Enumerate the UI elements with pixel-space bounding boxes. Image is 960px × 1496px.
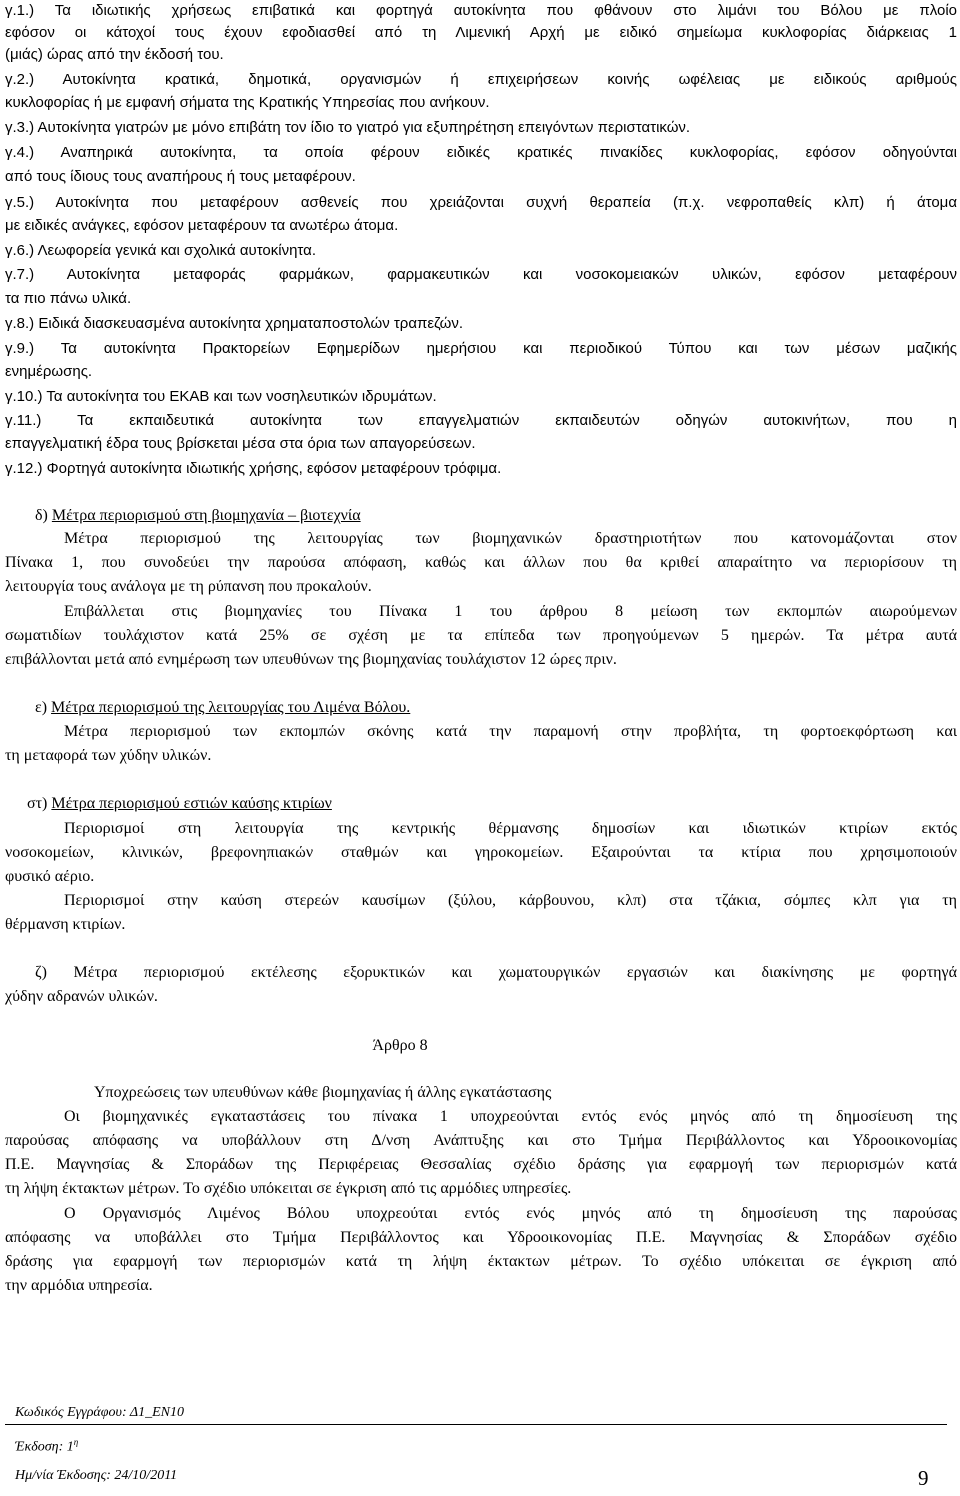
list-item-g9-line1: γ.9.) Τα αυτοκίνητα Πρακτορείων Εφημερίδων ημερήσιου και περιοδικού Τύπου και των μέσων μαζικής [5, 340, 957, 357]
paragraph-line: Μέτρα περιορισμού της λειτουργίας των βιομηχανικών δραστηριοτήτων που κατονομάζονται στον [64, 530, 957, 547]
paragraph-line: Περιορισμοί στην καύση στερεών καυσίμων (ξύλου, κάρβουνου, κλπ) στα τζάκια, σόμπες κλπ για τη [64, 892, 957, 909]
paragraph-line: απόφασης να υποβάλλει στο Τμήμα Περιβάλλοντος και Υδροοικονομίας Π.Ε. Μαγνησίας & Σποράδων σχέδιο [5, 1229, 957, 1246]
paragraph-line: τη μεταφορά των χύδην υλικών. [5, 747, 212, 764]
list-item-g4-line2: από τους ίδιους τους αναπήρους ή τους μεταφέρουν. [5, 168, 356, 185]
paragraph-line: σωματιδίων τουλάχιστον κατά 25% σε σχέση με τα επίπεδα των προηγούμενων 5 ημερών. Τα μέτρα αυτά [5, 627, 957, 644]
paragraph-line: τη λήψη έκτακτων μέτρων. Το σχέδιο υπόκειται σε έγκριση από τις αρμόδιες υπηρεσίες. [5, 1180, 572, 1197]
paragraph-line: νοσοκομείων, κλινικών, βρεφονηπιακών σταθμών και γηροκομείων. Εξαιρούνται τα κτίρια που χρησιμοποιούν [5, 844, 957, 861]
list-item-g11-line2: επαγγελματική έδρα τους βρίσκεται μέσα στα όρια των απαγορεύσεων. [5, 435, 476, 452]
paragraph-line: παρούσας απόφασης να υποβάλλουν στη Δ/νση Ανάπτυξης και στο Τμήμα Περιβάλλοντος και Υδροοικονομίας [5, 1132, 957, 1149]
section-title: Μέτρα περιορισμού στη βιομηχανία – βιοτεχνία [51, 507, 361, 524]
page-number: 9 [918, 1466, 929, 1490]
paragraph-line: Μέτρα περιορισμού των εκπομπών σκόνης κατά την παραμονή στην προβλήτα, τη φορτοεκφόρτωση και [64, 723, 957, 740]
list-item-g9-line2: ενημέρωσης. [5, 363, 93, 380]
section-prefix: δ) [35, 507, 52, 524]
footer-edition [15, 1437, 78, 1456]
list-item-g2-line2: κυκλοφορίας ή με εμφανή σήματα της Κρατικής Υπηρεσίας που ανήκουν. [5, 94, 490, 111]
list-item-g1-line1: γ.1.) Τα ιδιωτικής χρήσεως επιβατικά και φορτηγά αυτοκίνητα που φθάνουν στο λιμάνι του Βόλου με πλοίο [5, 2, 957, 19]
paragraph-line: χύδην αδρανών υλικών. [5, 988, 158, 1005]
section-heading-d [35, 505, 935, 527]
paragraph-line: Π.Ε. Μαγνησίας & Σποράδων της Περιφέρειας Θεσσαλίας σχέδιο δράσης για εφαρμογή των περιορισμών κατά [5, 1156, 957, 1173]
list-item-g7-line1: γ.7.) Αυτοκίνητα μεταφοράς φαρμάκων, φαρμακευτικών και νοσοκομειακών υλικών, εφόσον μεταφέρουν [5, 266, 957, 283]
article-title: Άρθρο 8 [372, 1037, 428, 1054]
list-item-g8: γ.8.) Ειδικά διασκευασμένα αυτοκίνητα χρηματαποστολών τραπεζών. [5, 315, 464, 332]
list-item-g5-line2: με ειδικές ανάγκες, εφόσον μεταφέρουν τα ανωτέρω άτομα. [5, 217, 399, 234]
paragraph-line: Οι βιομηχανικές εγκαταστάσεις του πίνακα 1 υποχρεούνται εντός ενός μηνός από τη δημοσίευση της [64, 1108, 957, 1125]
article-subtitle: Υποχρεώσεις των υπευθύνων κάθε βιομηχανίας ή άλλης εγκατάστασης [94, 1084, 552, 1101]
list-item-g2-line1: γ.2.) Αυτοκίνητα κρατικά, δημοτικά, οργανισμών ή επιχειρήσεων κοινής ωφέλειας με ειδικούς αριθμούς [5, 71, 957, 88]
list-item-g11-line1: γ.11.) Τα εκπαιδευτικά αυτοκίνητα των επαγγελματιών εκπαιδευτών οδηγών αυτοκινήτων, που η [5, 412, 957, 429]
paragraph-line: δράσης για εφαρμογή των περιορισμών κατά τη λήψη έκτακτων μέτρων. Το σχέδιο υπόκειται σε έγκριση από [5, 1253, 957, 1270]
list-item-g12: γ.12.) Φορτηγά αυτοκίνητα ιδιωτικής χρήσης, εφόσον μεταφέρουν τρόφιμα. [5, 460, 502, 477]
list-item-g4-line1: γ.4.) Αναπηρικά αυτοκίνητα, τα οποία φέρουν ειδικές κρατικές πινακίδες κυκλοφορίας, εφόσον οδηγούνται [5, 144, 957, 161]
footer-date: Ημ/νία Έκδοσης: 24/10/2011 [15, 1468, 178, 1483]
paragraph-line: λειτουργία τους ανάλογα με τη ρύπανση που προκαλούν. [5, 578, 372, 595]
footer-divider [5, 1424, 947, 1425]
section-prefix: ε) [35, 699, 52, 716]
paragraph-line: Πίνακα 1, που συνοδεύει την παρούσα απόφαση, καθώς και άλλων που θα κριθεί απαραίτητο να περιορίσουν τη [5, 554, 957, 571]
footer-edition-label: Έκδοση: 1 [15, 1439, 74, 1455]
paragraph-line: την αρμόδια υπηρεσία. [5, 1277, 153, 1294]
section-heading-z: ζ) Μέτρα περιορισμού εκτέλεσης εξορυκτικών και χωματουργικών εργασιών και διακίνησης με φορτηγά [35, 964, 957, 981]
section-prefix: στ) [27, 795, 52, 812]
list-item-g1-line3: (μιάς) ώρας από την έκδοσή του. [5, 46, 224, 63]
list-item-g7-line2: τα πιο πάνω υλικά. [5, 290, 132, 307]
list-item-g3: γ.3.) Αυτοκίνητα γιατρών με μόνο επιβάτη τον ίδιο το γιατρό για εξυπηρέτηση επειγόντων περιστατικών. [5, 119, 691, 136]
paragraph-line: Ο Οργανισμός Λιμένος Βόλου υποχρεούται εντός ενός μηνός από τη δημοσίευση της παρούσας [64, 1205, 957, 1222]
paragraph-line: Περιορισμοί στη λειτουργία της κεντρικής θέρμανσης δημοσίων και ιδιωτικών κτιρίων εκτός [64, 820, 957, 837]
section-title: Μέτρα περιορισμού εστιών καύσης κτιρίων [51, 795, 332, 812]
footer-edition-sup: η [73, 1437, 79, 1447]
section-heading-e [35, 697, 935, 719]
section-heading-st [27, 793, 927, 815]
footer-document-code: Κωδικός Εγγράφου: Δ1_ΕΝ10 [15, 1405, 184, 1420]
list-item-g6: γ.6.) Λεωφορεία γενικά και σχολικά αυτοκίνητα. [5, 242, 316, 259]
paragraph-line: Επιβάλλεται στις βιομηχανίες του Πίνακα 1 του άρθρου 8 μείωση των εκπομπών αιωρούμενων [64, 603, 957, 620]
paragraph-line: φυσικό αέριο. [5, 868, 95, 885]
paragraph-line: θέρμανση κτιρίων. [5, 916, 126, 933]
list-item-g1-line2: εφόσον οι κάτοχοί τους έχουν εφοδιασθεί από τη Λιμενική Αρχή με ειδικό σημείωμα κυκλοφορίας διάρκειας 1 [5, 24, 957, 41]
list-item-g10: γ.10.) Τα αυτοκίνητα του ΕΚΑΒ και των νοσηλευτικών ιδρυμάτων. [5, 388, 437, 405]
list-item-g5-line1: γ.5.) Αυτοκίνητα που μεταφέρουν ασθενείς που χρειάζονται συχνή θεραπεία (π.χ. νεφροπαθείς κλπ) ή άτομα [5, 194, 957, 211]
paragraph-line: επιβάλλονται μετά από ενημέρωση των υπευθύνων της βιομηχανίας τουλάχιστον 12 ώρες πριν. [5, 651, 617, 668]
section-title: Μέτρα περιορισμού της λειτουργίας του Λιμένα Βόλου. [51, 699, 411, 716]
